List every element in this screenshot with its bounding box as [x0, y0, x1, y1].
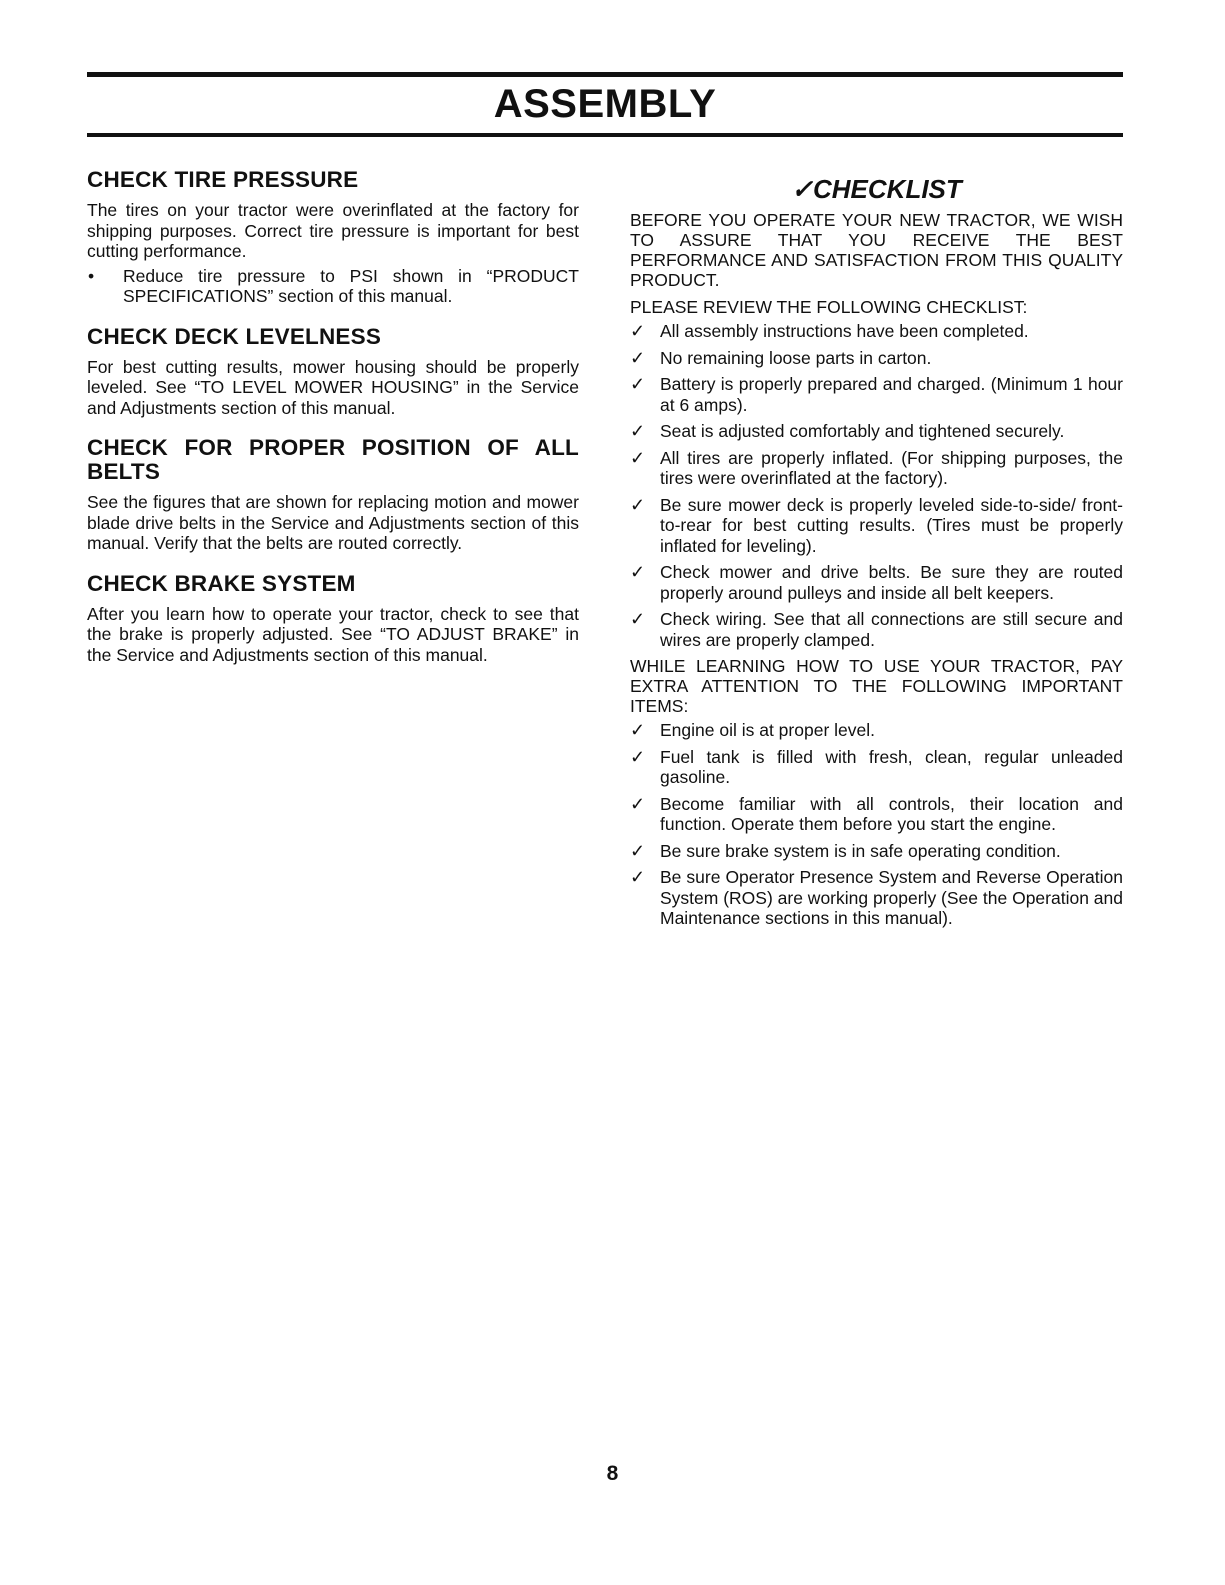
checklist-item	[630, 841, 1123, 862]
page-title: ASSEMBLY	[493, 82, 717, 126]
checkmark-icon: ✓	[630, 609, 646, 629]
checkmark-icon: ✓	[630, 421, 646, 441]
checklist-item	[630, 348, 1123, 369]
section-body: The tires on your tractor were overinflated at the factory for shipping purposes. Correct tire pressure is important for best cutting performance.	[87, 200, 579, 261]
checkmark-icon: ✓	[630, 746, 646, 767]
checkmark-icon: ✓	[630, 321, 646, 341]
attention-list	[630, 720, 1123, 929]
checklist-heading	[630, 174, 1123, 204]
checklist-item-text: Be sure Operator Presence System and Reverse Operation System (ROS) are working properly (See the Operation and Maintenance sections in this manual).	[660, 867, 1123, 928]
checkmark-icon: ✓	[630, 720, 646, 740]
learning-prompt: WHILE LEARNING HOW TO USE YOUR TRACTOR, PAY EXTRA ATTENTION TO THE FOLLOWING IMPORTANT ITEMS:	[630, 656, 1123, 716]
checkmark-icon: ✓	[630, 347, 646, 368]
checklist-item	[630, 609, 1123, 650]
review-prompt: PLEASE REVIEW THE FOLLOWING CHECKLIST:	[630, 297, 1028, 317]
checklist-item	[630, 495, 1123, 557]
checklist-item	[630, 562, 1123, 603]
checklist-item-text: Be sure mower deck is properly leveled side-to-side/ front-to-rear for best cutting results. (Tires must be properly inflated for leveling).	[660, 494, 1123, 556]
section-brake-system	[87, 572, 579, 666]
checklist-item	[630, 321, 1123, 342]
checklist-item-text: Battery is properly prepared and charged. (Minimum 1 hour at 6 amps).	[660, 374, 1123, 415]
checkmark-icon: ✓	[630, 840, 646, 861]
checklist-item-text: Be sure brake system is in safe operating condition.	[660, 840, 1061, 861]
checkmark-icon: ✓	[630, 562, 646, 582]
header-rule-top	[87, 72, 1123, 77]
right-column	[630, 168, 1123, 935]
bullet-text: Reduce tire pressure to PSI shown in “PRODUCT SPECIFICATIONS” section of this manual.	[123, 265, 579, 306]
checkmark-icon: ✓	[630, 867, 646, 887]
checklist-intro: BEFORE YOU OPERATE YOUR NEW TRACTOR, WE WISH TO ASSURE THAT YOU RECEIVE THE BEST PERFORMANCE AND SATISFACTION FROM THIS QUALITY PRODUCT.	[630, 210, 1123, 290]
checklist-item	[630, 794, 1123, 835]
checklist-item-text: Engine oil is at proper level.	[660, 720, 875, 740]
checklist-item	[630, 421, 1123, 442]
checklist-item-text: All tires are properly inflated. (For shipping purposes, the tires were overinflated at the factory).	[660, 447, 1123, 488]
page-number: 8	[606, 1462, 619, 1485]
section-heading: CHECK DECK LEVELNESS	[87, 323, 382, 349]
checklist-item-text: Become familiar with all controls, their location and function. Operate them before you start the engine.	[660, 793, 1123, 834]
checkmark-icon: ✓	[630, 793, 646, 814]
section-body: See the figures that are shown for replacing motion and mower blade drive belts in the Service and Adjustments section of this manual. Verify that the belts are routed correctly.	[87, 492, 579, 553]
section-deck-levelness	[87, 325, 579, 419]
checklist-item	[630, 747, 1123, 788]
section-heading: CHECK BRAKE SYSTEM	[87, 570, 356, 596]
checklist-item	[630, 867, 1123, 929]
checklist-item	[630, 374, 1123, 415]
section-tire-pressure	[87, 168, 579, 307]
checklist-list	[630, 321, 1123, 650]
section-body: After you learn how to operate your tractor, check to see that the brake is properly adjusted. See “TO ADJUST BRAKE” in the Service and Adjustments section of this manual.	[87, 603, 579, 665]
checkmark-icon: ✓	[630, 374, 646, 394]
section-body: For best cutting results, mower housing should be properly leveled. See “TO LEVEL MOWER HOUSING” in the Service and Adjustments section of this manual.	[87, 356, 579, 418]
bullet-item	[87, 266, 579, 307]
checklist-item-text: Fuel tank is filled with fresh, clean, regular unleaded gasoline.	[660, 746, 1123, 787]
checklist-item-text: Seat is adjusted comfortably and tightened securely.	[660, 421, 1065, 441]
checklist-title: CHECKLIST	[813, 174, 962, 204]
checklist-item-text: Check mower and drive belts. Be sure they are routed properly around pulleys and inside all belt keepers.	[660, 562, 1123, 603]
checklist-item-text: Check wiring. See that all connections are still secure and wires are properly clamped.	[660, 609, 1123, 650]
checklist-item	[630, 720, 1123, 741]
section-belts	[87, 436, 579, 554]
bullet-icon: •	[88, 265, 95, 286]
checkmark-icon: ✓	[791, 174, 813, 204]
checkmark-icon: ✓	[630, 494, 646, 515]
checkmark-icon: ✓	[630, 447, 646, 468]
checklist-item	[630, 448, 1123, 489]
section-heading: CHECK FOR PROPER POSITION OF ALL BELTS	[87, 435, 579, 484]
header-rule-bottom	[87, 133, 1123, 137]
checklist-item-text: All assembly instructions have been completed.	[660, 321, 1029, 341]
left-column	[87, 168, 579, 683]
checklist-item-text: No remaining loose parts in carton.	[660, 347, 932, 368]
section-heading: CHECK TIRE PRESSURE	[87, 167, 359, 192]
